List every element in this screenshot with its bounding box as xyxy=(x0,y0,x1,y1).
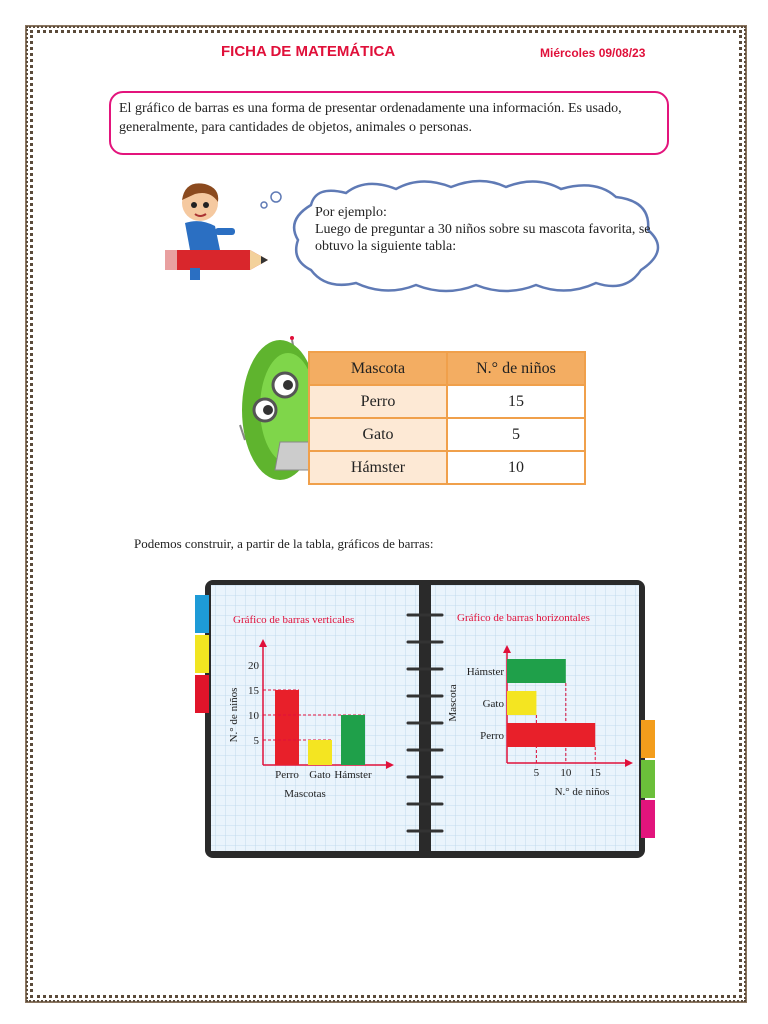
thought-line-2: Luego de preguntar a 30 niños sobre su mascota favorita, se obtuvo la siguiente tabla: xyxy=(315,222,651,254)
construir-text: Podemos construir, a partir de la tabla, gráficos de barras: xyxy=(134,536,434,551)
intro-box: El gráfico de barras es una forma de presentar ordenadamente una información. Es usado, generalmente, para cantidades de objetos, animales o personas. xyxy=(109,91,669,155)
page-title: FICHA DE MATEMÁTICA xyxy=(221,43,396,60)
y-tick-label: Hámster xyxy=(466,666,504,678)
tab-blue xyxy=(195,595,209,633)
x-tick-label: Perro xyxy=(275,769,299,781)
table-header-row xyxy=(309,352,585,385)
pets-table xyxy=(308,351,586,485)
y-axis-label: N.° de niños xyxy=(228,687,240,743)
x-tick-label: Hámster xyxy=(334,769,372,781)
y-tick-label: Gato xyxy=(482,698,504,710)
notebook-charts xyxy=(195,575,655,865)
table-cell-mascota: Hámster xyxy=(309,451,447,484)
chart-title-horizontal: Gráfico de barras horizontales xyxy=(457,612,590,624)
y-tick-label: 20 xyxy=(248,660,259,672)
y-axis-label: Mascota xyxy=(447,684,459,722)
bar xyxy=(507,691,536,715)
tab-yellow xyxy=(195,635,209,673)
y-tick-label: 15 xyxy=(248,685,259,697)
thought-line-1: Por ejemplo: xyxy=(315,205,387,220)
bar xyxy=(507,723,595,747)
tab-green xyxy=(641,760,655,798)
x-axis-label: N.° de niños xyxy=(554,786,610,798)
table-cell-ninos: 5 xyxy=(447,418,585,451)
table-row xyxy=(309,451,585,484)
x-tick-label: 10 xyxy=(560,767,572,779)
y-tick-label: Perro xyxy=(480,730,504,742)
robot-illustration xyxy=(230,330,320,495)
thought-text xyxy=(315,204,660,255)
x-tick-label: 5 xyxy=(533,767,540,779)
bar xyxy=(275,690,299,765)
tab-orange xyxy=(641,720,655,758)
chart-title-vertical: Gráfico de barras verticales xyxy=(233,614,355,626)
bar xyxy=(341,715,365,765)
x-tick-label: Gato xyxy=(309,769,331,781)
table-cell-mascota: Gato xyxy=(309,418,447,451)
table-cell-ninos: 15 xyxy=(447,385,585,418)
page-date: Miércoles 09/08/23 xyxy=(540,46,646,60)
table-header-mascota: Mascota xyxy=(309,352,447,385)
table-cell-ninos: 10 xyxy=(447,451,585,484)
x-tick-label: 15 xyxy=(589,767,601,779)
table-header-ninos: N.° de niños xyxy=(447,352,585,385)
tab-red xyxy=(195,675,209,713)
table-row xyxy=(309,418,585,451)
x-axis-label: Mascotas xyxy=(284,788,326,800)
boy-on-pencil-illustration xyxy=(160,178,270,283)
bar xyxy=(308,740,332,765)
table-cell-mascota: Perro xyxy=(309,385,447,418)
y-tick-label: 10 xyxy=(248,710,259,722)
bar xyxy=(507,659,566,683)
y-tick-label: 5 xyxy=(253,735,259,747)
tab-pink xyxy=(641,800,655,838)
table-row xyxy=(309,385,585,418)
